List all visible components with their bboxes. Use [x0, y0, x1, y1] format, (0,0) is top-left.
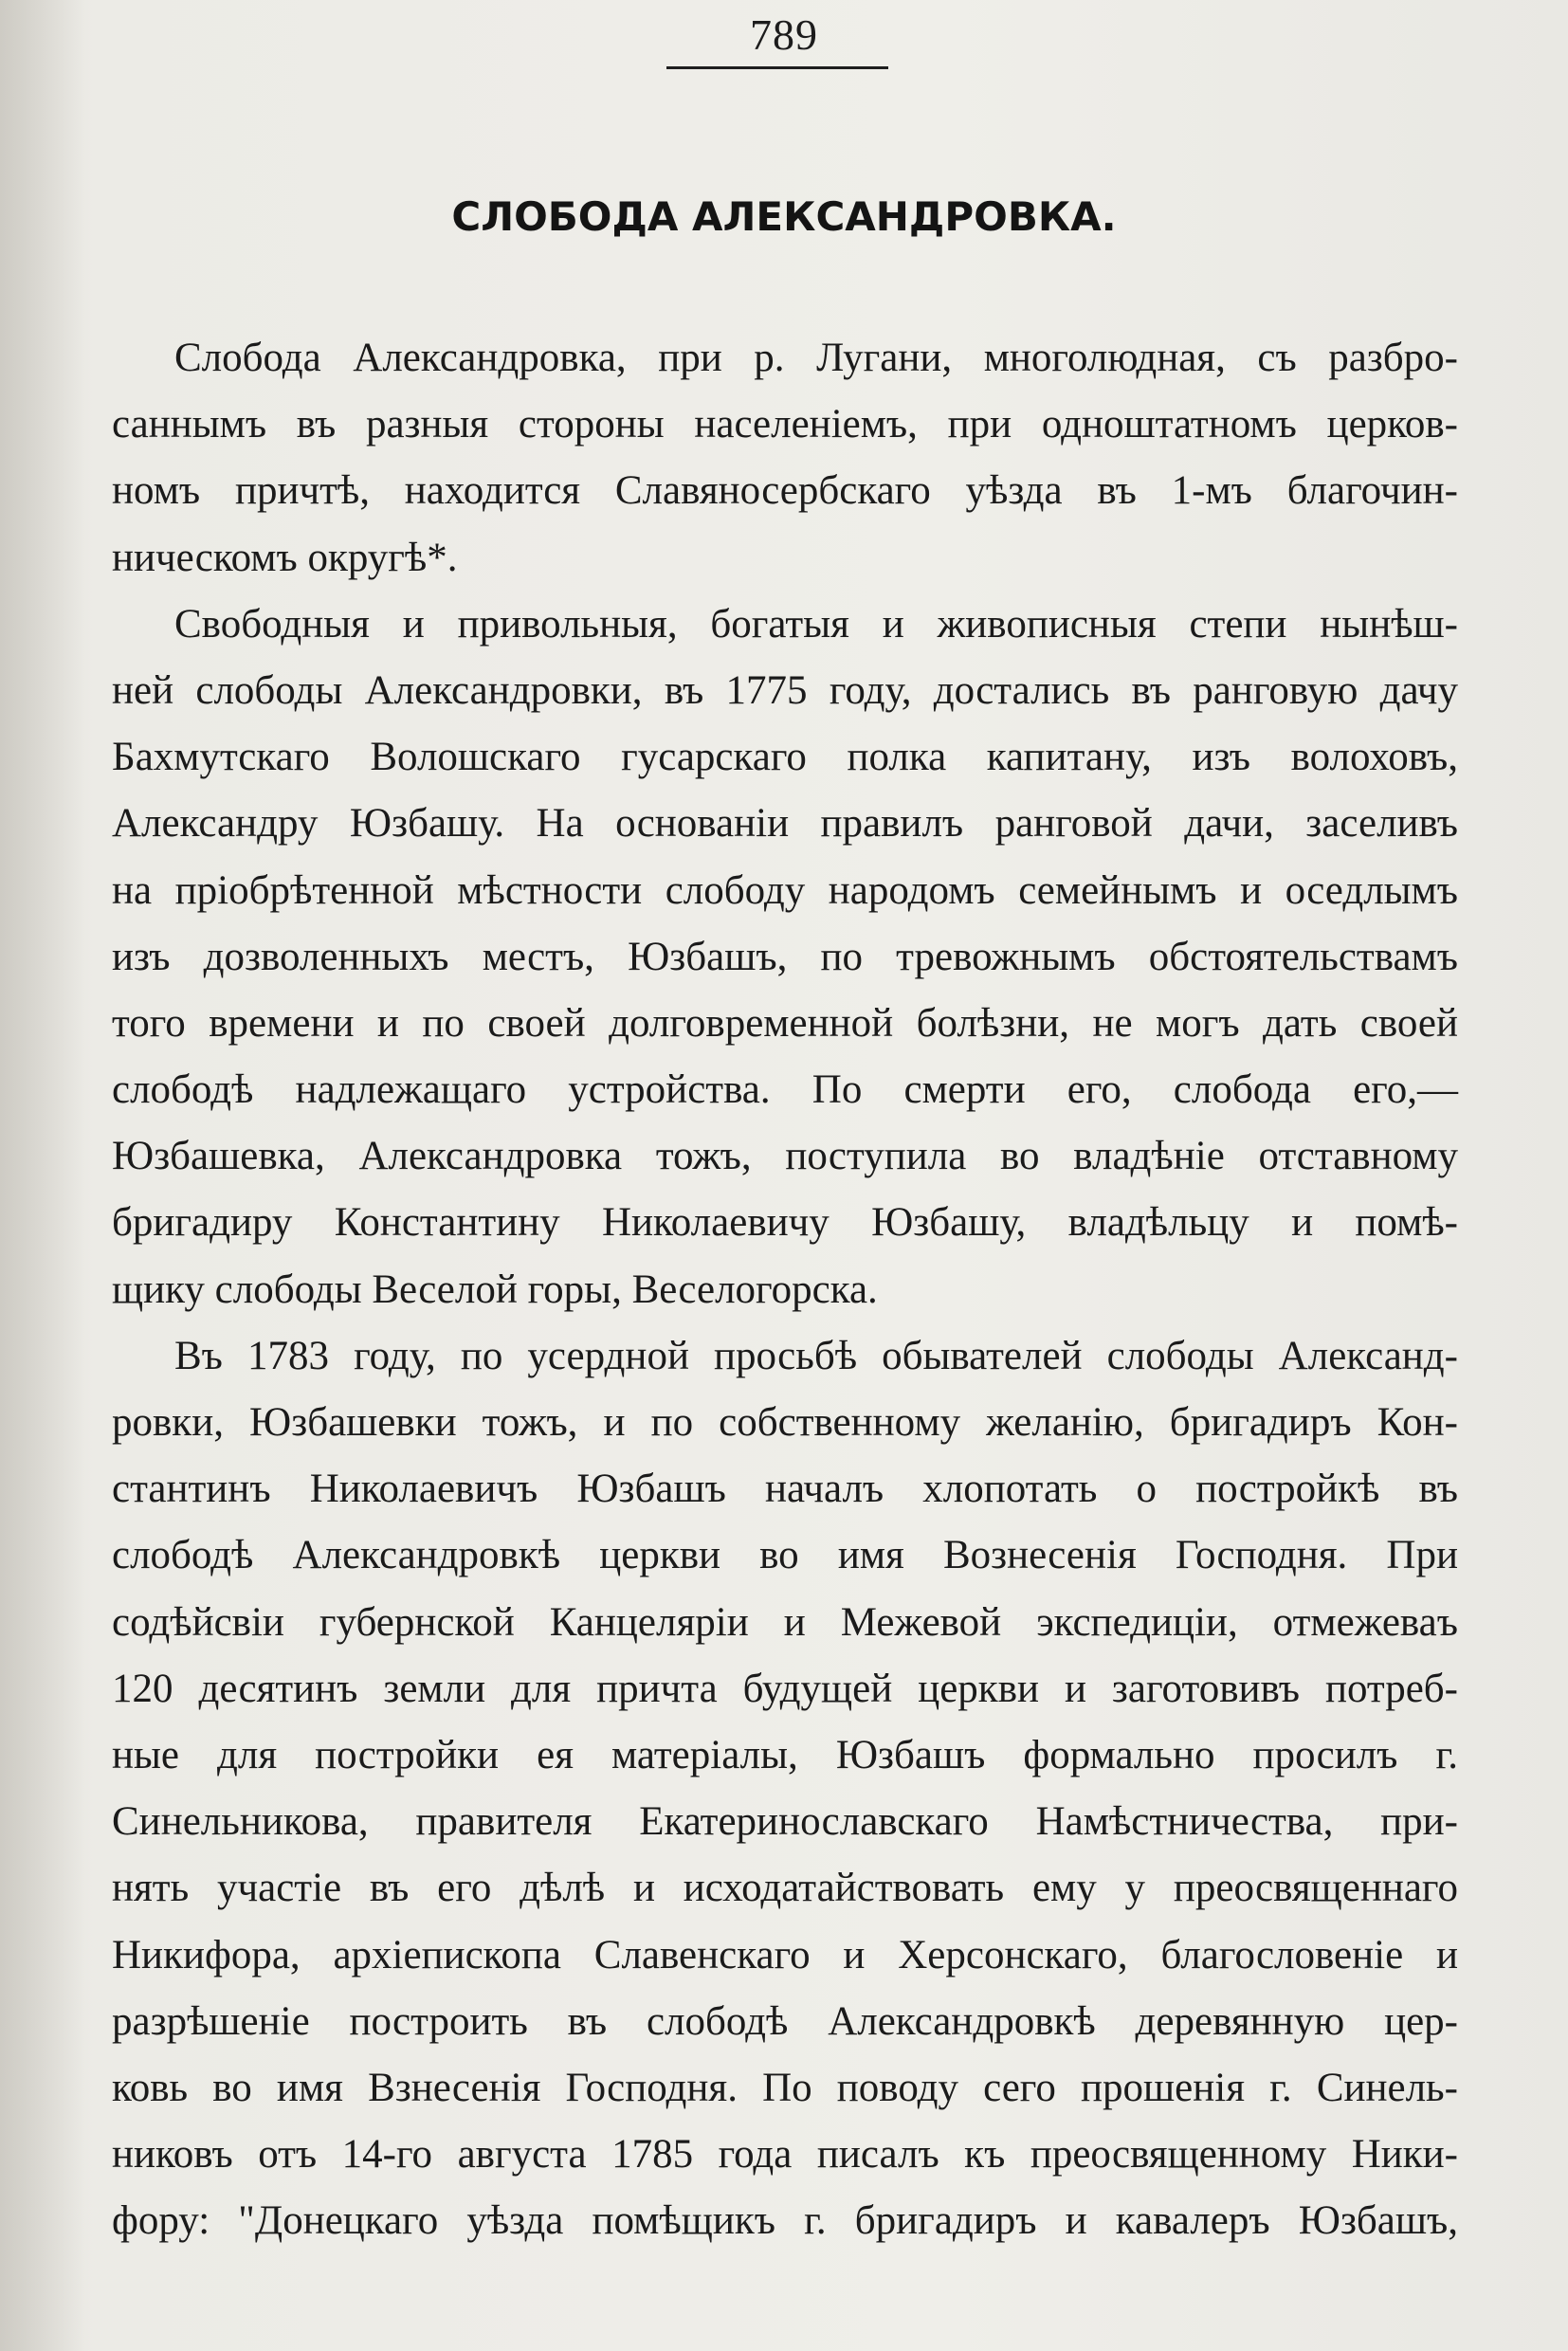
text-line-26: разрѣшеніе построить въ слободѣ Александровкѣ деревянную цер- — [112, 1998, 1458, 2044]
text-line-18: стантинъ Николаевичъ Юзбашъ началъ хлопотать о постройкѣ въ — [112, 1467, 1458, 1512]
text-line-27: ковь во имя Взнесенія Господня. По поводу сего прошенія г. Синель- — [112, 2065, 1458, 2110]
text-line-17: ровки, Юзбашевки тожъ, и по собственному желанію, бригадиръ Кон- — [112, 1400, 1458, 1445]
chapter-title: СЛОБОДА АЛЕКСАНДРОВКА. — [451, 193, 1117, 240]
text-line-9: на пріобрѣтенной мѣстности слободу народомъ семейнымъ и оседлымъ — [112, 867, 1458, 913]
page-number-rule — [666, 66, 888, 69]
text-line-6: ней слободы Александровки, въ 1775 году, достались въ ранговую дачу — [112, 667, 1458, 713]
text-line-7: Бахмутскаго Волошскаго гусарскаго полка капитану, изъ волоховъ, — [112, 735, 1458, 780]
text-line-22: ные для постройки ея матеріалы, Юзбашъ формально просилъ г. — [112, 1732, 1458, 1777]
text-line-21: 120 десятинъ земли для причта будущей церкви и заготовивъ потреб- — [112, 1666, 1458, 1711]
text-line-14: бригадиру Константину Николаевичу Юзбашу, владѣльцу и помѣ- — [112, 1200, 1458, 1246]
text-line-8: Александру Юзбашу. На основаніи правилъ ранговой дачи, заселивъ — [112, 801, 1458, 847]
text-line-4: ническомъ округѣ*. — [112, 535, 458, 580]
text-line-12: слободѣ надлежащаго устройства. По смерти его, слобода его,— — [112, 1067, 1458, 1113]
text-line-25: Никифора, архіепископа Славенскаго и Херсонскаго, благословеніе и — [112, 1932, 1458, 1977]
text-line-10: изъ дозволенныхъ местъ, Юзбашъ, по тревожнымъ обстоятельствамъ — [112, 934, 1458, 979]
text-line-11: того времени и по своей долговременной болѣзни, не могъ дать своей — [112, 1000, 1458, 1046]
page-number: 789 — [750, 10, 818, 59]
text-line-2: саннымъ въ разныя стороны населеніемъ, при одноштатномъ церков- — [112, 402, 1458, 447]
text-line-20: содѣйсвіи губернской Канцеляріи и Межевой экспедиціи, отмежеваъ — [112, 1599, 1458, 1645]
text-line-15: щику слободы Веселой горы, Веселогорска. — [112, 1267, 878, 1312]
text-line-3: номъ причтѣ, находится Славяносербскаго уѣзда въ 1-мъ благочин- — [112, 468, 1458, 514]
text-line-28: никовъ отъ 14-го августа 1785 года писалъ къ преосвященному Ники- — [112, 2132, 1458, 2178]
text-line-23: Синельникова, правителя Екатеринославскаго Намѣстничества, при- — [112, 1799, 1458, 1845]
text-line-16: Въ 1783 году, по усердной просьбѣ обывателей слободы Александ- — [174, 1333, 1458, 1378]
text-line-1: Слобода Александровка, при р. Лугани, многолюдная, съ разбро- — [174, 336, 1458, 380]
text-line-5: Свободныя и привольныя, богатыя и живописныя степи нынѣш- — [174, 601, 1458, 647]
body-text — [112, 325, 1458, 2254]
text-line-13: Юзбашевка, Александровка тожъ, поступила во владѣніе отставному — [112, 1134, 1458, 1179]
text-line-29: фору: "Донецкаго уѣзда помѣщикъ г. бригадиръ и кавалеръ Юзбашъ, — [112, 2198, 1458, 2244]
text-line-19: слободѣ Александровкѣ церкви во имя Вознесенія Господня. При — [112, 1533, 1458, 1578]
text-line-24: нять участіе въ его дѣлѣ и исходатайствовать ему у преосвященнаго — [112, 1866, 1458, 1911]
